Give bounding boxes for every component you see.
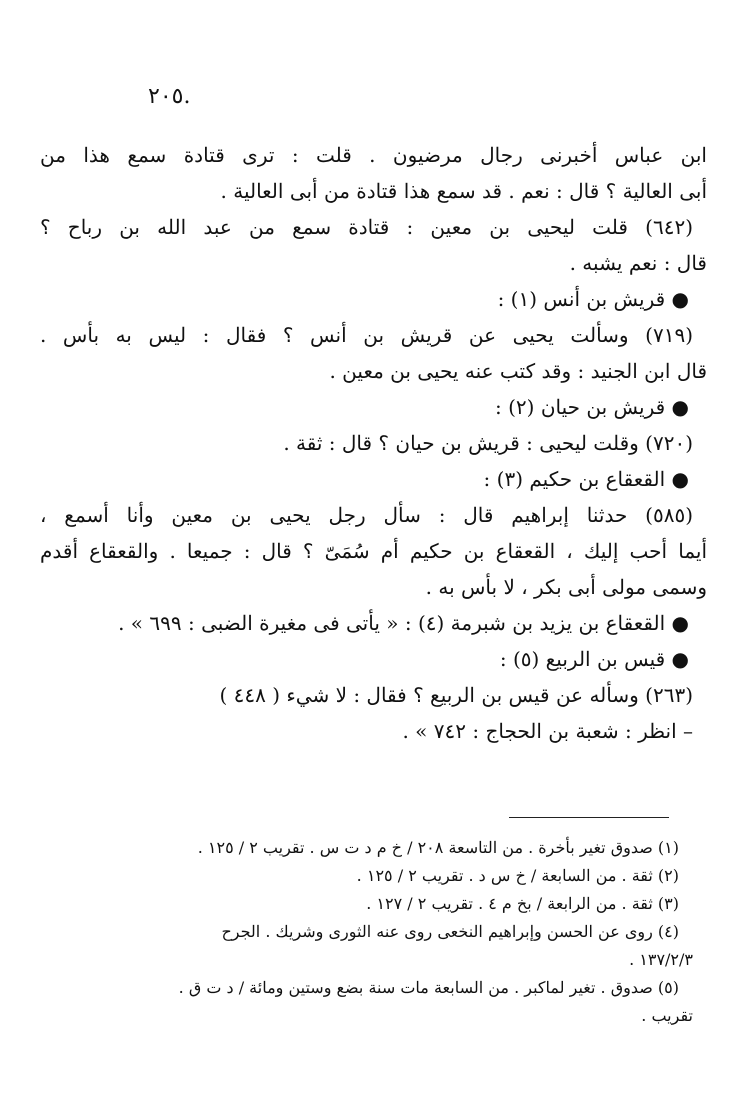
text-line: وسمى مولى أبى بكر ، لا بأس به . [425,575,707,599]
text-line: – انظر : شعبة بن الحجاج : ٧٤٢ » . [402,719,693,743]
text-line: (٦٤٢) قلت ليحيى بن معين : قتادة سمع من عبد الله بن رباح ؟ [40,215,693,239]
footnotes [40,834,707,1030]
entry-heading: ● القعقاع بن يزيد بن شبرمة (٤) : « يأتى فى مغيرة الضبى : ٦٩٩ » . [118,611,689,635]
entry-heading: ● القعقاع بن حكيم (٣) : [483,467,689,491]
page-number: ٢٠٥. [148,84,191,109]
text-line: (٥٨٥) حدثنا إبراهيم قال : سأل رجل يحيى بن معين وأنا أسمع ، [40,503,693,527]
entry-heading: ● قريش بن حيان (٢) : [495,395,689,419]
footnote: (٥) صدوق . تغير لماكبر . من السابعة مات سنة بضع وستين ومائة / د ت ق . [178,978,679,997]
text-line: (٧١٩) وسألت يحيى عن قريش بن أنس ؟ فقال : ليس به بأس . [40,323,693,347]
text-line: ابن عباس أخبرنى رجال مرضيون . قلت : ترى قتادة سمع هذا من [40,143,707,167]
footnote: (٢) ثقة . من السابعة / خ س د . تقريب ٢ / ١٢٥ . [356,866,679,885]
footnote: (٣) ثقة . من الرابعة / بخ م ٤ . تقريب ٢ / ١٢٧ . [366,894,679,913]
footnote: (١) صدوق تغير بأخرة . من التاسعة ٢٠٨ / خ م د ت س . تقريب ٢ / ١٢٥ . [197,838,679,857]
entry-heading: ● قريش بن أنس (١) : [497,287,689,311]
text-line: (٧٢٠) وقلت ليحيى : قريش بن حيان ؟ قال : ثقة . [283,431,693,455]
text-line: أبى العالية ؟ قال : نعم . قد سمع هذا قتادة من أبى العالية . [220,179,707,203]
footnote-continuation: ١٣٧/٢/٣ . [629,950,693,969]
text-line: قال ابن الجنيد : وقد كتب عنه يحيى بن معين . [329,359,707,383]
footnote-divider [509,817,669,818]
main-text [40,137,707,749]
text-line: قال : نعم يشبه . [569,251,707,275]
footnote-continuation: تقريب . [641,1006,693,1025]
text-line: أيما أحب إليك ، القعقاع بن حكيم أم سُمَىّ ؟ قال : جميعا . والقعقاع أقدم [40,539,707,563]
footnote: (٤) روى عن الحسن وإبراهيم النخعى روى عنه الثورى وشريك . الجرح [221,922,679,941]
text-line: (٢٦٣) وسأله عن قيس بن الربيع ؟ فقال : لا شيء ( ٤٤٨ ) [219,683,693,707]
entry-heading: ● قيس بن الربيع (٥) : [499,647,689,671]
